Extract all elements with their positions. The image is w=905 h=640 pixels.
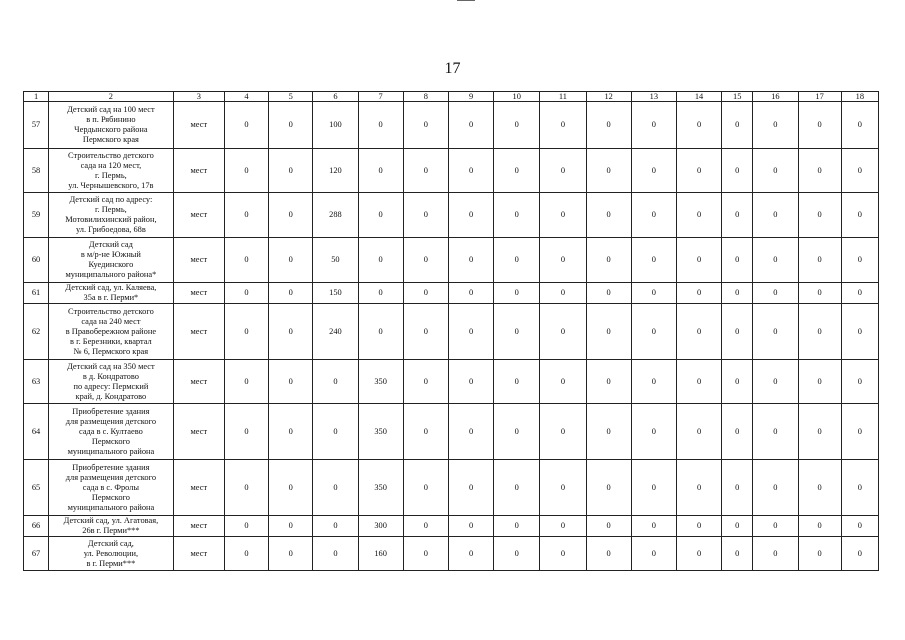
value-cell: 0 [448,360,493,404]
value-cell: 0 [753,193,798,238]
value-cell: 0 [753,102,798,149]
value-cell: 0 [494,102,540,149]
value-cell: 0 [631,360,676,404]
value-cell: 0 [494,149,540,193]
unit-cell: мест [173,360,224,404]
value-cell: 0 [313,360,358,404]
value-cell: 0 [224,537,268,571]
value-cell: 0 [753,360,798,404]
value-cell: 0 [722,404,753,460]
value-cell: 0 [586,360,631,404]
value-cell: 0 [403,304,448,360]
value-cell: 0 [722,283,753,304]
value-cell: 0 [403,149,448,193]
value-cell: 0 [224,193,268,238]
value-cell: 0 [798,149,841,193]
value-cell: 0 [313,537,358,571]
value-cell: 0 [676,460,721,516]
value-cell: 0 [798,102,841,149]
object-name: Приобретение здания для размещения детского сада в с. Фролы Пермского муниципального района [49,460,174,516]
value-cell: 0 [269,238,313,283]
value-cell: 0 [269,537,313,571]
value-cell: 100 [313,102,358,149]
value-cell: 0 [313,516,358,537]
value-cell: 0 [753,516,798,537]
value-cell: 0 [540,238,586,283]
column-header: 15 [722,92,753,102]
value-cell: 0 [448,537,493,571]
unit-cell: мест [173,460,224,516]
value-cell: 0 [798,360,841,404]
value-cell: 0 [753,304,798,360]
table-row [24,537,879,571]
value-cell: 0 [494,238,540,283]
value-cell: 0 [403,283,448,304]
column-header: 11 [540,92,586,102]
table-row [24,102,879,149]
object-name: Детский сад, ул. Революции, в г. Перми*** [49,537,174,571]
value-cell: 0 [798,304,841,360]
value-cell: 0 [753,404,798,460]
value-cell: 0 [631,283,676,304]
row-number: 63 [24,360,49,404]
object-name: Детский сад, ул. Агатовая, 26в г. Перми*** [49,516,174,537]
value-cell: 300 [358,516,403,537]
value-cell: 0 [224,149,268,193]
value-cell: 0 [224,304,268,360]
column-header: 14 [676,92,721,102]
page-number: 17 [444,60,461,77]
table-row [24,460,879,516]
column-header: 8 [403,92,448,102]
column-header: 5 [269,92,313,102]
value-cell: 0 [269,404,313,460]
value-cell: 0 [224,460,268,516]
value-cell: 0 [631,102,676,149]
value-cell: 0 [494,193,540,238]
unit-cell: мест [173,283,224,304]
value-cell: 120 [313,149,358,193]
value-cell: 0 [586,516,631,537]
row-number: 59 [24,193,49,238]
table-row [24,516,879,537]
value-cell: 0 [586,537,631,571]
value-cell: 0 [269,193,313,238]
value-cell: 0 [269,516,313,537]
column-header: 1 [24,92,49,102]
table-header-row [24,92,879,102]
value-cell: 0 [586,102,631,149]
value-cell: 0 [676,516,721,537]
value-cell: 0 [631,238,676,283]
value-cell: 0 [798,404,841,460]
value-cell: 0 [841,360,878,404]
value-cell: 0 [403,102,448,149]
value-cell: 0 [676,537,721,571]
row-number: 64 [24,404,49,460]
value-cell: 0 [494,404,540,460]
value-cell: 0 [631,193,676,238]
value-cell: 0 [586,404,631,460]
value-cell: 0 [448,193,493,238]
value-cell: 0 [798,460,841,516]
value-cell: 0 [403,238,448,283]
value-cell: 0 [841,283,878,304]
value-cell: 0 [540,516,586,537]
value-cell: 0 [540,149,586,193]
value-cell: 0 [224,102,268,149]
row-number: 61 [24,283,49,304]
value-cell: 0 [403,360,448,404]
value-cell: 0 [448,460,493,516]
value-cell: 0 [676,193,721,238]
value-cell: 0 [540,460,586,516]
value-cell: 0 [753,460,798,516]
value-cell: 0 [358,238,403,283]
value-cell: 0 [722,238,753,283]
object-name: Детский сад на 350 мест в д. Кондратово по адресу: Пермский край, д. Кондратово [49,360,174,404]
object-name: Детский сад, ул. Каляева, 35а в г. Перми* [49,283,174,304]
value-cell: 0 [722,193,753,238]
value-cell: 0 [676,304,721,360]
value-cell: 0 [494,460,540,516]
value-cell: 0 [722,460,753,516]
value-cell: 0 [676,102,721,149]
data-table [23,91,879,571]
value-cell: 0 [586,238,631,283]
value-cell: 0 [798,193,841,238]
value-cell: 0 [586,304,631,360]
value-cell: 0 [358,193,403,238]
value-cell: 0 [224,404,268,460]
table-row [24,404,879,460]
value-cell: 0 [224,516,268,537]
value-cell: 0 [676,149,721,193]
value-cell: 0 [448,283,493,304]
value-cell: 0 [494,283,540,304]
value-cell: 0 [841,193,878,238]
value-cell: 0 [631,460,676,516]
object-name: Приобретение здания для размещения детского сада в с. Култаево Пермского муниципального района [49,404,174,460]
value-cell: 0 [631,537,676,571]
object-name: Строительство детского сада на 120 мест, г. Пермь, ул. Чернышевского, 17в [49,149,174,193]
value-cell: 0 [841,149,878,193]
value-cell: 0 [494,360,540,404]
value-cell: 0 [586,283,631,304]
value-cell: 0 [494,537,540,571]
column-header: 12 [586,92,631,102]
value-cell: 0 [753,537,798,571]
value-cell: 0 [798,238,841,283]
value-cell: 0 [798,537,841,571]
row-number: 66 [24,516,49,537]
unit-cell: мест [173,537,224,571]
value-cell: 0 [722,149,753,193]
column-header: 9 [448,92,493,102]
value-cell: 0 [403,537,448,571]
value-cell: 0 [722,102,753,149]
value-cell: 0 [494,516,540,537]
value-cell: 0 [841,404,878,460]
value-cell: 0 [676,404,721,460]
unit-cell: мест [173,404,224,460]
value-cell: 0 [269,360,313,404]
value-cell: 0 [722,537,753,571]
value-cell: 0 [798,283,841,304]
table-row [24,149,879,193]
value-cell: 0 [403,404,448,460]
object-name: Детский сад по адресу: г. Пермь, Мотовилихинский район, ул. Грибоедова, 68в [49,193,174,238]
value-cell: 0 [269,149,313,193]
value-cell: 0 [448,516,493,537]
unit-cell: мест [173,516,224,537]
value-cell: 350 [358,404,403,460]
top-edge-mark [457,0,475,1]
row-number: 65 [24,460,49,516]
column-header: 4 [224,92,268,102]
value-cell: 0 [403,516,448,537]
value-cell: 0 [631,404,676,460]
value-cell: 0 [358,149,403,193]
value-cell: 0 [676,360,721,404]
row-number: 58 [24,149,49,193]
column-header: 16 [753,92,798,102]
value-cell: 288 [313,193,358,238]
value-cell: 0 [586,193,631,238]
column-header: 3 [173,92,224,102]
value-cell: 0 [313,460,358,516]
value-cell: 0 [798,516,841,537]
table-row [24,238,879,283]
value-cell: 0 [448,404,493,460]
value-cell: 0 [494,304,540,360]
value-cell: 350 [358,360,403,404]
value-cell: 0 [358,283,403,304]
value-cell: 0 [448,102,493,149]
column-header: 7 [358,92,403,102]
column-header: 17 [798,92,841,102]
row-number: 62 [24,304,49,360]
value-cell: 0 [841,460,878,516]
value-cell: 0 [722,360,753,404]
row-number: 57 [24,102,49,149]
object-name: Детский сад в м/р-не Южный Куединского муниципального района* [49,238,174,283]
column-header: 2 [49,92,174,102]
object-name: Строительство детского сада на 240 мест в Правобережном районе в г. Березники, квартал № 6, Пермского края [49,304,174,360]
value-cell: 0 [269,460,313,516]
value-cell: 0 [540,193,586,238]
unit-cell: мест [173,304,224,360]
value-cell: 0 [540,404,586,460]
value-cell: 0 [841,537,878,571]
table-row [24,193,879,238]
column-header: 10 [494,92,540,102]
value-cell: 160 [358,537,403,571]
table-row [24,283,879,304]
value-cell: 0 [540,283,586,304]
value-cell: 0 [586,149,631,193]
unit-cell: мест [173,149,224,193]
value-cell: 0 [841,516,878,537]
value-cell: 0 [224,360,268,404]
value-cell: 0 [841,304,878,360]
value-cell: 0 [358,304,403,360]
column-header: 13 [631,92,676,102]
value-cell: 0 [540,102,586,149]
value-cell: 0 [540,537,586,571]
value-cell: 0 [403,460,448,516]
value-cell: 0 [224,238,268,283]
row-number: 67 [24,537,49,571]
column-header: 18 [841,92,878,102]
value-cell: 0 [358,102,403,149]
value-cell: 0 [722,304,753,360]
value-cell: 0 [676,283,721,304]
table-row [24,304,879,360]
value-cell: 0 [753,149,798,193]
value-cell: 0 [540,360,586,404]
value-cell: 0 [841,238,878,283]
value-cell: 0 [753,238,798,283]
unit-cell: мест [173,238,224,283]
value-cell: 0 [676,238,721,283]
object-name: Детский сад на 100 мест в п. Рябинино Чердынского района Пермского края [49,102,174,149]
value-cell: 0 [448,149,493,193]
column-header: 6 [313,92,358,102]
value-cell: 0 [722,516,753,537]
row-number: 60 [24,238,49,283]
value-cell: 350 [358,460,403,516]
value-cell: 0 [631,304,676,360]
value-cell: 0 [540,304,586,360]
value-cell: 0 [269,283,313,304]
value-cell: 0 [753,283,798,304]
value-cell: 0 [631,516,676,537]
value-cell: 0 [586,460,631,516]
value-cell: 0 [448,238,493,283]
value-cell: 150 [313,283,358,304]
table-row [24,360,879,404]
value-cell: 0 [269,304,313,360]
value-cell: 0 [403,193,448,238]
unit-cell: мест [173,193,224,238]
value-cell: 0 [269,102,313,149]
value-cell: 0 [841,102,878,149]
value-cell: 240 [313,304,358,360]
value-cell: 0 [224,283,268,304]
value-cell: 0 [313,404,358,460]
unit-cell: мест [173,102,224,149]
value-cell: 0 [448,304,493,360]
value-cell: 50 [313,238,358,283]
value-cell: 0 [631,149,676,193]
